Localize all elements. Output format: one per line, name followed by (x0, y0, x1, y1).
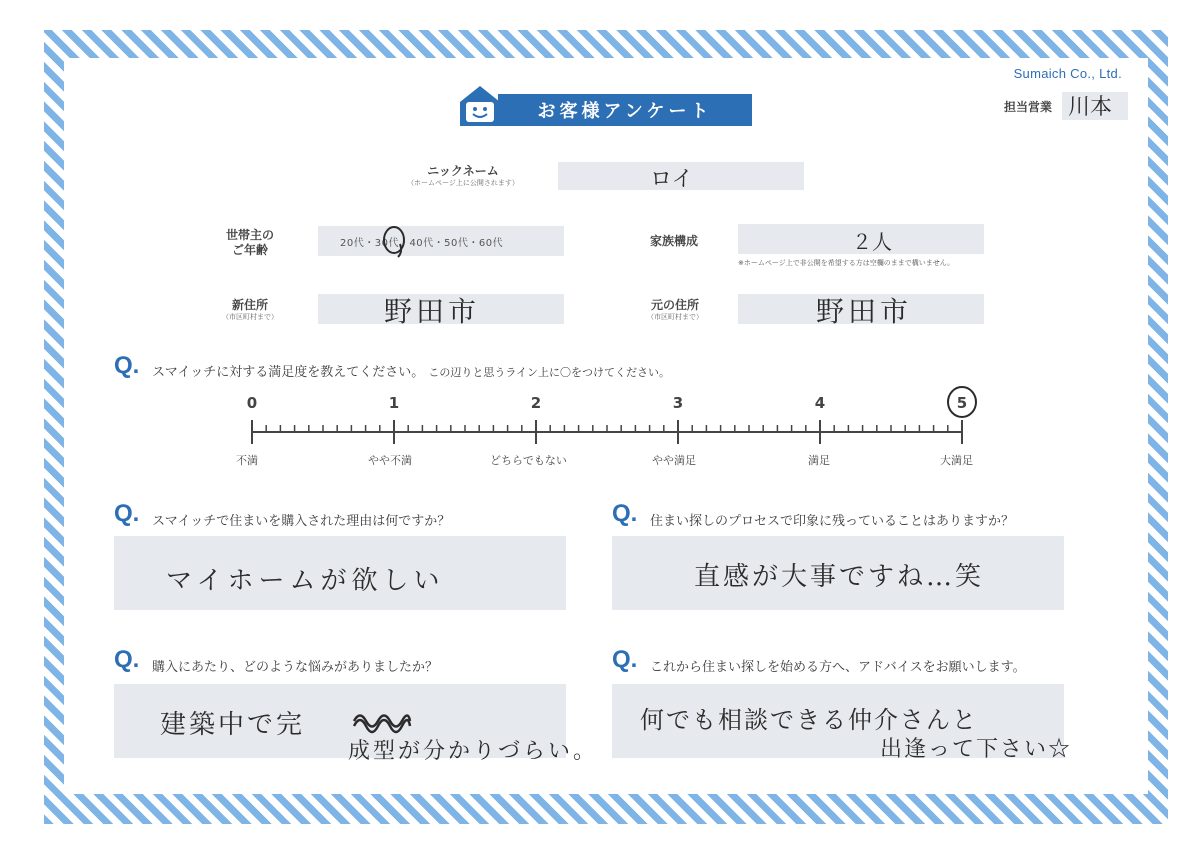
family-label: 家族構成 (649, 234, 698, 248)
scale-label-2: どちらでもない (490, 454, 567, 467)
q-mark-worries: Q. (114, 646, 140, 673)
old-address-label (642, 298, 708, 322)
family-value: ２人 (852, 230, 892, 254)
selected-rating-circle (948, 387, 976, 417)
scale-number-1: 1 (388, 394, 400, 412)
age-label-line1: 世帯主の (225, 228, 274, 242)
new-address-value: 野田市 (384, 295, 481, 328)
house-icon (458, 84, 502, 126)
advice-question: これから住まい探しを始める方へ、アドバイスをお願いします。 (650, 660, 1026, 675)
nickname-label-text: ニックネーム (427, 164, 499, 178)
q-mark-reason: Q. (114, 500, 140, 527)
staff-value: 川本 (1068, 95, 1113, 120)
nickname-note: （ホームページ上に公開されます） (407, 179, 519, 187)
page-title: お客様アンケート (498, 94, 752, 126)
reason-answer: マイホームが欲しい (166, 566, 445, 596)
q-mark-satisfaction: Q. (114, 352, 140, 379)
age-label-line2: ご年齢 (231, 243, 268, 257)
scale-number-2: 2 (530, 394, 542, 412)
scale-label-0: 不満 (236, 454, 258, 467)
new-address-note: （市区町村まで） (222, 313, 278, 321)
nickname-label (398, 164, 528, 188)
scale-label-4: 満足 (808, 454, 830, 467)
satisfaction-question-text: スマイッチに対する満足度を教えてください。 (152, 365, 425, 380)
satisfaction-scale[interactable] (240, 380, 980, 450)
age-selection-circle (376, 224, 412, 258)
process-question: 住まい探しのプロセスで印象に残っていることはありますか？ (650, 514, 1015, 529)
scribble-mark (352, 708, 412, 734)
scale-number-3: 3 (672, 394, 684, 412)
age-label (220, 228, 280, 258)
scale-number-0: 0 (246, 394, 258, 412)
old-address-label-text: 元の住所 (650, 298, 699, 312)
scale-label-5: 大満足 (940, 454, 973, 467)
old-address-note: （市区町村まで） (647, 313, 703, 321)
q-mark-advice: Q. (612, 646, 638, 673)
age-options: 20代・30代・40代・50代・60代 (340, 238, 504, 249)
scale-number-5: 5 (956, 394, 968, 412)
advice-answer-line1: 何でも相談できる仲介さんと (640, 706, 978, 734)
worries-answer-line2: 成型が分かりづらい。 (348, 739, 599, 764)
new-address-label (220, 298, 280, 322)
staff-label: 担当営業 (1004, 100, 1053, 114)
q-mark-process: Q. (612, 500, 638, 527)
scale-label-3: やや満足 (652, 454, 696, 467)
old-address-value: 野田市 (816, 295, 913, 328)
worries-answer-line1: 建築中で完 (160, 710, 306, 740)
new-address-label-text: 新住所 (231, 298, 268, 312)
scale-label-1: やや不満 (368, 454, 412, 467)
worries-question: 購入にあたり、どのような悩みがありましたか？ (152, 660, 439, 675)
satisfaction-instruction: この辺りと思うライン上に〇をつけてください。 (428, 366, 671, 379)
scale-number-4: 4 (814, 394, 826, 412)
reason-question: スマイッチで住まいを購入された理由は何ですか？ (152, 514, 451, 529)
advice-answer-line2: 出逢って下さい☆ (880, 737, 1073, 762)
process-answer: 直感が大事ですね…笑 (694, 562, 985, 592)
satisfaction-question (152, 361, 670, 380)
survey-title-banner (458, 84, 752, 126)
company-name: Sumaich Co., Ltd. (1013, 66, 1122, 81)
nickname-value: ロイ (650, 167, 694, 192)
family-note: ※ホームページ上で非公開を希望する方は空欄のままで構いません。 (738, 259, 955, 267)
